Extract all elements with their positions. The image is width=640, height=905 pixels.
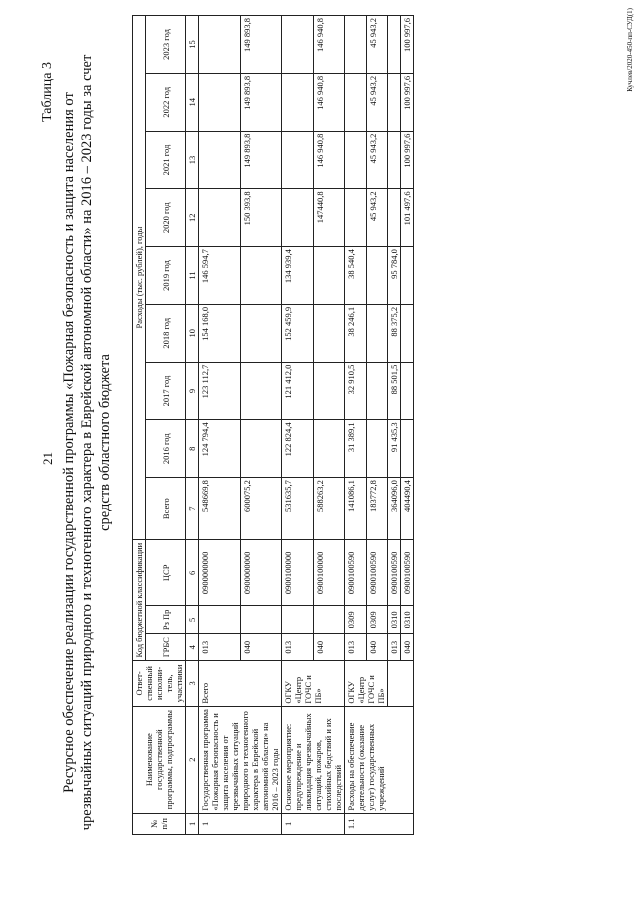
row-executor: ОГКУ «Центр ГОЧС и ПБ» [282,661,345,707]
col-executor-header: Ответ- ственный исполни- тель, участники [133,661,186,707]
y2016-cell: 91 435,3 [388,420,401,478]
index-cell: 10 [186,304,199,362]
y2021-cell [388,131,401,189]
y2020-cell: 45 943,2 [366,189,388,247]
resource-table [132,15,414,835]
y2017-cell [240,362,282,420]
y2019-cell: 146 594,7 [199,247,241,305]
y2018-cell: 88 375,2 [388,304,401,362]
y2016-cell [313,420,345,478]
total-cell: 404490,4 [401,478,414,540]
row-name: Государственная программа «Пожарная безопасность и защита населения от чрезвычайных ситуаций природного и техногенного характера в Еврейской автономной области» на 2016 – 2023 годы [199,706,282,813]
index-cell: 11 [186,247,199,305]
y2016-cell: 122 824,4 [282,420,314,478]
y2023-cell [282,16,314,74]
row-executor-empty [388,661,414,707]
total-cell: 600075,2 [240,478,282,540]
col-2019-header: 2019 год [146,247,186,305]
row-executor: ОГКУ «Центр ГОЧС и ПБ» [345,661,388,707]
y2017-cell: 88 501,5 [388,362,401,420]
y2016-cell [240,420,282,478]
y2017-cell [366,362,388,420]
total-cell: 141086,1 [345,478,367,540]
y2017-cell [313,362,345,420]
col-num-header: № п/п [133,813,186,834]
y2022-cell: 149 893,8 [240,73,282,131]
total-cell: 531635,7 [282,478,314,540]
index-cell: 6 [186,540,199,606]
rzpr-cell: 0309 [345,606,367,634]
csr-cell: 0900100590 [401,540,414,606]
y2019-cell [313,247,345,305]
col-total-header: Всего [146,478,186,540]
y2021-cell: 100 997,6 [401,131,414,189]
y2018-cell: 38 246,1 [345,304,367,362]
grbs-cell: 013 [388,634,401,661]
expenses-group-header: Расходы (тыс. рублей), годы [133,16,146,540]
y2018-cell [313,304,345,362]
index-row [186,16,199,835]
y2022-cell [282,73,314,131]
grbs-cell: 040 [401,634,414,661]
index-cell: 1 [186,813,199,834]
y2018-cell: 154 168,0 [199,304,241,362]
y2019-cell: 134 939,4 [282,247,314,305]
index-cell: 15 [186,16,199,74]
col-name-header: Наименование государственной программы, подпрограммы [133,706,186,813]
y2020-cell [388,189,401,247]
footer-code: Кучлев/2020-450-пп-СУД(1) [626,8,634,92]
grbs-cell: 040 [313,634,345,661]
y2022-cell: 146 940,8 [313,73,345,131]
header-row-1 [133,16,146,835]
csr-cell: 0900000000 [240,540,282,606]
col-2021-header: 2021 год [146,131,186,189]
y2017-cell: 121 412,0 [282,362,314,420]
y2023-cell [199,16,241,74]
page-number: 21 [40,452,55,465]
y2023-cell: 146 940,8 [313,16,345,74]
y2020-cell [282,189,314,247]
y2023-cell: 100 997,6 [401,16,414,74]
rzpr-cell [282,606,314,634]
y2021-cell: 146 940,8 [313,131,345,189]
total-cell: 588263,2 [313,478,345,540]
y2018-cell [240,304,282,362]
table-row [282,16,314,835]
index-cell: 3 [186,661,199,707]
y2019-cell [240,247,282,305]
y2020-cell [199,189,241,247]
index-cell: 14 [186,73,199,131]
y2018-cell: 152 459,9 [282,304,314,362]
index-cell: 5 [186,606,199,634]
y2019-cell: 95 784,0 [388,247,401,305]
y2017-cell [401,362,414,420]
y2023-cell [388,16,401,74]
y2022-cell: 45 943,2 [366,73,388,131]
col-grbs-header: ГРБС [146,634,186,661]
y2020-cell: 147440,8 [313,189,345,247]
row-num: 1.1 [345,813,414,834]
row-executor: Всего [199,661,282,707]
y2021-cell: 149 893,8 [240,131,282,189]
col-2016-header: 2016 год [146,420,186,478]
index-cell: 4 [186,634,199,661]
csr-cell: 0900100590 [388,540,401,606]
y2019-cell: 38 540,4 [345,247,367,305]
grbs-cell: 013 [345,634,367,661]
y2016-cell [366,420,388,478]
col-2018-header: 2018 год [146,304,186,362]
y2021-cell [282,131,314,189]
y2019-cell [366,247,388,305]
index-cell: 2 [186,706,199,813]
col-2020-header: 2020 год [146,189,186,247]
rzpr-cell: 0310 [401,606,414,634]
y2021-cell: 45 943,2 [366,131,388,189]
y2020-cell: 101 497,6 [401,189,414,247]
y2018-cell [401,304,414,362]
grbs-cell: 013 [282,634,314,661]
document-heading: Ресурсное обеспечение реализации государственной программы «Пожарная безопасность и защита населения от чрезвычайных ситуаций природного и техногенного характера в Еврейской автономной области» на 2016 – 2023 годы за счет средств областного бюджета [61,54,113,831]
y2019-cell [401,247,414,305]
table-label: Таблица 3 [40,62,55,122]
csr-cell: 0900100590 [366,540,388,606]
row-num: 1 [282,813,345,834]
row-name: Основное мероприятие: предупреждение и ликвидация чрезвычайных ситуаций, пожаров, стихийных бедствий и их последствий [282,706,345,813]
csr-cell: 0900100000 [282,540,314,606]
rzpr-cell: 0310 [388,606,401,634]
col-2022-header: 2022 год [146,73,186,131]
col-2023-header: 2023 год [146,16,186,74]
y2023-cell [345,16,367,74]
csr-cell: 0900000000 [199,540,241,606]
col-csr-header: ЦСР [146,540,186,606]
col-2017-header: 2017 год [146,362,186,420]
table-row [199,16,241,835]
y2016-cell: 124 794,4 [199,420,241,478]
y2022-cell: 100 997,6 [401,73,414,131]
rzpr-cell [240,606,282,634]
index-cell: 9 [186,362,199,420]
y2017-cell: 32 910,5 [345,362,367,420]
y2021-cell [345,131,367,189]
index-cell: 12 [186,189,199,247]
total-cell: 183772,8 [366,478,388,540]
csr-cell: 0900100590 [345,540,367,606]
rzpr-cell: 0309 [366,606,388,634]
y2017-cell: 123 112,7 [199,362,241,420]
grbs-cell: 040 [240,634,282,661]
y2016-cell [401,420,414,478]
code-group-header: Код бюджетной классификации [133,540,146,661]
total-cell: 364096,0 [388,478,401,540]
y2016-cell: 31 389,1 [345,420,367,478]
grbs-cell: 013 [199,634,241,661]
index-cell: 8 [186,420,199,478]
grbs-cell: 040 [366,634,388,661]
y2020-cell [345,189,367,247]
total-cell: 548669,8 [199,478,241,540]
index-cell: 7 [186,478,199,540]
y2018-cell [366,304,388,362]
row-name: Расходы на обеспечение деятельности (оказание услуг) государственных учреждений [345,706,414,813]
csr-cell: 0900100000 [313,540,345,606]
index-cell: 13 [186,131,199,189]
y2022-cell [199,73,241,131]
y2023-cell: 149 893,8 [240,16,282,74]
y2021-cell [199,131,241,189]
rzpr-cell [199,606,241,634]
row-num: 1 [199,813,282,834]
table-row [345,16,367,835]
col-rzpr-header: Рз Пр [146,606,186,634]
y2023-cell: 45 943,2 [366,16,388,74]
y2022-cell [345,73,367,131]
rzpr-cell [313,606,345,634]
y2020-cell: 150 393,8 [240,189,282,247]
y2022-cell [388,73,401,131]
